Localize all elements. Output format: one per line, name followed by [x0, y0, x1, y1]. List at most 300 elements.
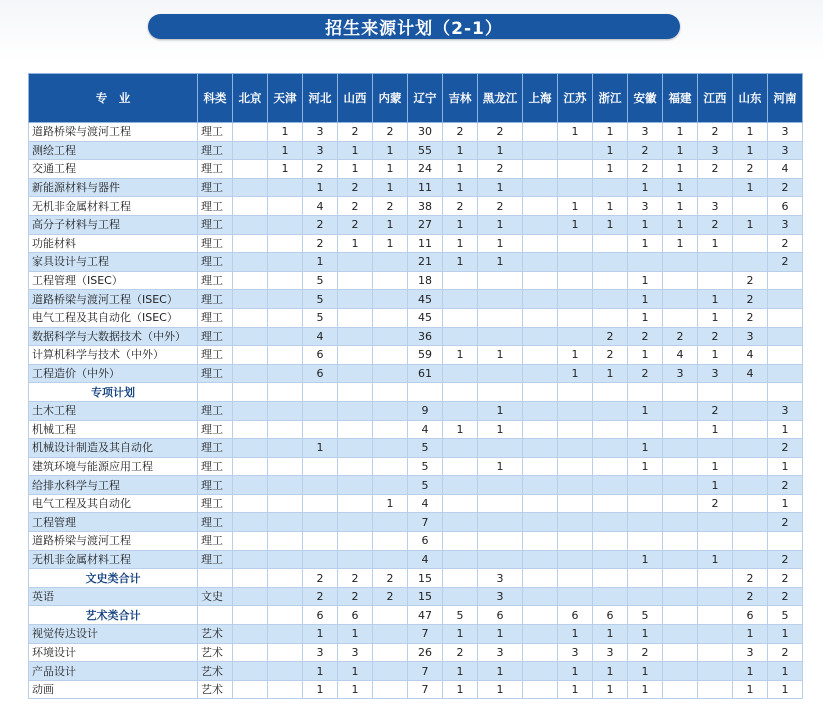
subject-type: 理工 [198, 234, 233, 253]
quota-cell: 1 [558, 197, 593, 216]
quota-cell [338, 383, 373, 402]
quota-cell: 1 [733, 680, 768, 699]
quota-cell [338, 253, 373, 272]
subject-type [198, 569, 233, 588]
quota-cell: 1 [443, 346, 478, 365]
subject-type: 理工 [198, 141, 233, 160]
quota-cell: 2 [303, 215, 338, 234]
quota-cell [663, 680, 698, 699]
quota-cell: 1 [373, 160, 408, 179]
quota-cell: 1 [593, 364, 628, 383]
table-row [29, 494, 803, 513]
quota-cell [523, 587, 558, 606]
header-province: 江苏 [558, 74, 593, 123]
quota-cell: 5 [303, 308, 338, 327]
quota-cell [373, 401, 408, 420]
quota-cell: 1 [628, 550, 663, 569]
quota-cell: 1 [338, 662, 373, 681]
quota-cell [443, 457, 478, 476]
quota-cell [338, 439, 373, 458]
quota-cell [523, 327, 558, 346]
subject-type: 理工 [198, 494, 233, 513]
title-banner [148, 14, 680, 39]
header-province: 上海 [523, 74, 558, 123]
table-row [29, 234, 803, 253]
quota-cell: 2 [338, 569, 373, 588]
quota-cell: 2 [628, 327, 663, 346]
quota-cell: 5 [303, 271, 338, 290]
quota-cell [233, 513, 268, 532]
quota-cell [558, 420, 593, 439]
subject-type: 理工 [198, 160, 233, 179]
quota-cell: 4 [408, 494, 443, 513]
quota-cell: 15 [408, 587, 443, 606]
major-name: 机械设计制造及其自动化 [29, 439, 198, 458]
quota-cell [663, 420, 698, 439]
quota-cell [443, 494, 478, 513]
quota-cell [443, 364, 478, 383]
quota-cell: 1 [478, 141, 523, 160]
quota-cell: 3 [303, 643, 338, 662]
quota-cell: 30 [408, 123, 443, 142]
quota-cell [233, 550, 268, 569]
quota-cell [373, 513, 408, 532]
quota-cell: 1 [698, 476, 733, 495]
quota-cell: 2 [443, 643, 478, 662]
quota-cell: 2 [733, 308, 768, 327]
table-row [29, 215, 803, 234]
quota-cell [698, 439, 733, 458]
quota-cell [233, 308, 268, 327]
quota-cell [663, 494, 698, 513]
quota-cell: 7 [408, 513, 443, 532]
quota-cell [373, 457, 408, 476]
quota-cell: 3 [768, 123, 803, 142]
quota-cell [768, 308, 803, 327]
quota-cell [443, 550, 478, 569]
major-name: 交通工程 [29, 160, 198, 179]
quota-cell [628, 383, 663, 402]
section-label: 专项计划 [29, 383, 198, 402]
quota-cell [663, 308, 698, 327]
quota-cell [523, 606, 558, 625]
quota-cell: 1 [768, 494, 803, 513]
quota-cell: 3 [628, 197, 663, 216]
quota-cell [523, 625, 558, 644]
quota-cell: 2 [733, 271, 768, 290]
quota-cell [628, 532, 663, 551]
subject-type: 艺术 [198, 625, 233, 644]
major-name: 给排水科学与工程 [29, 476, 198, 495]
quota-cell [268, 643, 303, 662]
major-name: 土木工程 [29, 401, 198, 420]
quota-cell: 1 [663, 197, 698, 216]
quota-cell [558, 141, 593, 160]
quota-cell [663, 550, 698, 569]
quota-cell: 2 [373, 123, 408, 142]
quota-cell: 1 [663, 234, 698, 253]
quota-cell [443, 476, 478, 495]
quota-cell [233, 476, 268, 495]
header-major: 专 业 [29, 74, 198, 123]
quota-cell [338, 271, 373, 290]
quota-cell: 2 [338, 215, 373, 234]
quota-cell [663, 439, 698, 458]
quota-cell [478, 290, 523, 309]
quota-cell: 1 [768, 420, 803, 439]
quota-cell [698, 178, 733, 197]
quota-cell: 6 [768, 197, 803, 216]
quota-cell [733, 439, 768, 458]
quota-cell [558, 253, 593, 272]
quota-cell [593, 290, 628, 309]
quota-cell [373, 625, 408, 644]
quota-cell: 1 [593, 680, 628, 699]
quota-cell: 1 [338, 234, 373, 253]
quota-cell [443, 513, 478, 532]
quota-cell: 1 [478, 234, 523, 253]
quota-cell: 2 [338, 587, 373, 606]
quota-cell: 2 [768, 643, 803, 662]
quota-cell [268, 197, 303, 216]
quota-cell [233, 290, 268, 309]
header-province: 山东 [733, 74, 768, 123]
quota-cell: 1 [698, 346, 733, 365]
header-province: 江西 [698, 74, 733, 123]
subject-type: 理工 [198, 123, 233, 142]
quota-cell: 6 [338, 606, 373, 625]
header-province: 黑龙江 [478, 74, 523, 123]
header-province: 山西 [338, 74, 373, 123]
quota-cell: 3 [663, 364, 698, 383]
major-name: 无机非金属材料工程 [29, 197, 198, 216]
quota-cell: 3 [478, 569, 523, 588]
quota-cell: 1 [628, 234, 663, 253]
quota-cell [698, 625, 733, 644]
quota-cell [478, 532, 523, 551]
quota-cell [478, 476, 523, 495]
quota-cell [523, 550, 558, 569]
subject-type [198, 606, 233, 625]
quota-cell: 7 [408, 680, 443, 699]
quota-cell [303, 401, 338, 420]
quota-cell: 1 [478, 662, 523, 681]
quota-cell [523, 532, 558, 551]
quota-cell [268, 494, 303, 513]
quota-cell: 2 [478, 160, 523, 179]
quota-cell [698, 606, 733, 625]
quota-cell [268, 662, 303, 681]
table-row [29, 123, 803, 142]
quota-cell [303, 476, 338, 495]
quota-cell [628, 587, 663, 606]
quota-cell [698, 383, 733, 402]
quota-cell [373, 383, 408, 402]
quota-cell [268, 513, 303, 532]
quota-cell [233, 271, 268, 290]
quota-cell [338, 308, 373, 327]
enrollment-plan-table [28, 73, 803, 699]
quota-cell [443, 327, 478, 346]
quota-cell: 1 [338, 160, 373, 179]
quota-cell [558, 271, 593, 290]
quota-cell [698, 587, 733, 606]
quota-cell [628, 420, 663, 439]
quota-cell: 1 [478, 401, 523, 420]
quota-cell: 5 [408, 457, 443, 476]
quota-cell [408, 383, 443, 402]
quota-cell [268, 476, 303, 495]
major-name: 无机非金属材料工程 [29, 550, 198, 569]
quota-cell: 2 [698, 123, 733, 142]
quota-cell: 3 [733, 327, 768, 346]
quota-cell: 15 [408, 569, 443, 588]
quota-cell: 1 [768, 457, 803, 476]
quota-cell [523, 178, 558, 197]
quota-cell [523, 494, 558, 513]
quota-cell: 1 [268, 160, 303, 179]
major-name: 数据科学与大数据技术（中外） [29, 327, 198, 346]
quota-cell: 1 [733, 178, 768, 197]
quota-cell [768, 364, 803, 383]
major-name: 测绘工程 [29, 141, 198, 160]
quota-cell: 1 [303, 662, 338, 681]
quota-cell: 1 [558, 123, 593, 142]
quota-cell: 1 [478, 215, 523, 234]
major-name: 新能源材料与器件 [29, 178, 198, 197]
quota-cell: 1 [628, 215, 663, 234]
quota-cell [268, 439, 303, 458]
quota-cell: 3 [733, 643, 768, 662]
quota-cell [478, 513, 523, 532]
quota-cell [373, 606, 408, 625]
table-row [29, 587, 803, 606]
quota-cell [733, 420, 768, 439]
quota-cell [768, 290, 803, 309]
table-section-row [29, 383, 803, 402]
major-name: 工程造价（中外） [29, 364, 198, 383]
quota-cell [443, 439, 478, 458]
quota-cell: 3 [593, 643, 628, 662]
quota-cell [443, 587, 478, 606]
quota-cell: 1 [443, 234, 478, 253]
quota-cell [733, 532, 768, 551]
quota-cell [663, 253, 698, 272]
quota-cell: 1 [698, 234, 733, 253]
quota-cell [523, 439, 558, 458]
quota-cell [233, 383, 268, 402]
quota-cell: 2 [593, 346, 628, 365]
quota-cell: 1 [628, 290, 663, 309]
quota-cell: 2 [303, 569, 338, 588]
header-province: 河南 [768, 74, 803, 123]
quota-cell [268, 401, 303, 420]
quota-cell [558, 234, 593, 253]
page-title: 招生来源计划（2-1） [325, 19, 503, 39]
quota-cell: 9 [408, 401, 443, 420]
quota-cell: 2 [443, 197, 478, 216]
major-name: 机械工程 [29, 420, 198, 439]
quota-cell [268, 587, 303, 606]
quota-cell [373, 308, 408, 327]
quota-cell: 2 [478, 123, 523, 142]
quota-cell [558, 457, 593, 476]
quota-cell: 1 [628, 178, 663, 197]
quota-cell: 21 [408, 253, 443, 272]
quota-cell: 2 [443, 123, 478, 142]
quota-cell: 1 [663, 178, 698, 197]
quota-cell: 2 [768, 550, 803, 569]
quota-cell [593, 476, 628, 495]
quota-cell: 2 [593, 327, 628, 346]
quota-cell: 2 [768, 569, 803, 588]
subject-type: 理工 [198, 197, 233, 216]
quota-cell [768, 346, 803, 365]
quota-cell: 1 [303, 253, 338, 272]
quota-cell [523, 569, 558, 588]
quota-cell [663, 532, 698, 551]
quota-cell: 1 [593, 160, 628, 179]
quota-cell: 2 [733, 290, 768, 309]
quota-cell: 1 [303, 680, 338, 699]
table-row [29, 308, 803, 327]
quota-cell: 1 [338, 625, 373, 644]
quota-cell: 1 [698, 290, 733, 309]
quota-cell [338, 401, 373, 420]
quota-cell [628, 253, 663, 272]
header-province: 吉林 [443, 74, 478, 123]
quota-cell: 4 [663, 346, 698, 365]
quota-cell: 1 [593, 215, 628, 234]
quota-cell [593, 253, 628, 272]
quota-cell: 27 [408, 215, 443, 234]
quota-cell: 1 [478, 457, 523, 476]
table-row [29, 178, 803, 197]
quota-cell: 4 [733, 364, 768, 383]
table-row [29, 401, 803, 420]
quota-cell: 1 [733, 123, 768, 142]
quota-cell [698, 513, 733, 532]
quota-cell [338, 420, 373, 439]
table-row [29, 197, 803, 216]
quota-cell [558, 160, 593, 179]
quota-cell: 2 [733, 587, 768, 606]
quota-cell: 1 [303, 178, 338, 197]
quota-cell [268, 234, 303, 253]
quota-cell [478, 271, 523, 290]
quota-cell [268, 346, 303, 365]
quota-cell: 1 [478, 420, 523, 439]
subject-type: 理工 [198, 532, 233, 551]
quota-cell [558, 401, 593, 420]
quota-cell [523, 680, 558, 699]
quota-cell: 4 [733, 346, 768, 365]
quota-cell: 18 [408, 271, 443, 290]
quota-cell: 4 [408, 420, 443, 439]
quota-cell [233, 494, 268, 513]
subject-type: 理工 [198, 364, 233, 383]
section-label: 文史类合计 [29, 569, 198, 588]
quota-cell [558, 550, 593, 569]
table-row [29, 643, 803, 662]
quota-cell [558, 178, 593, 197]
quota-cell: 2 [628, 364, 663, 383]
quota-cell [268, 290, 303, 309]
quota-cell [663, 606, 698, 625]
quota-cell [768, 383, 803, 402]
quota-cell [523, 253, 558, 272]
quota-cell [303, 383, 338, 402]
quota-cell [558, 439, 593, 458]
quota-cell [558, 494, 593, 513]
quota-cell: 2 [698, 327, 733, 346]
major-name: 高分子材料与工程 [29, 215, 198, 234]
quota-cell [303, 457, 338, 476]
quota-cell [523, 457, 558, 476]
quota-cell [268, 253, 303, 272]
quota-cell [593, 420, 628, 439]
header-province: 辽宁 [408, 74, 443, 123]
quota-cell [443, 401, 478, 420]
quota-cell [733, 513, 768, 532]
quota-cell [233, 327, 268, 346]
quota-cell [268, 606, 303, 625]
quota-cell: 3 [768, 215, 803, 234]
quota-cell: 2 [768, 439, 803, 458]
table-header-row [29, 74, 803, 123]
quota-cell [233, 197, 268, 216]
major-name: 环境设计 [29, 643, 198, 662]
quota-cell: 1 [443, 178, 478, 197]
quota-cell [523, 141, 558, 160]
quota-cell: 1 [663, 123, 698, 142]
major-name: 道路桥梁与渡河工程（ISEC） [29, 290, 198, 309]
quota-cell [733, 401, 768, 420]
quota-cell: 1 [698, 308, 733, 327]
quota-cell [268, 569, 303, 588]
quota-cell [268, 327, 303, 346]
quota-cell [303, 513, 338, 532]
quota-cell [698, 643, 733, 662]
major-name: 道路桥梁与渡河工程 [29, 532, 198, 551]
quota-cell: 1 [478, 680, 523, 699]
quota-cell [523, 383, 558, 402]
quota-cell: 5 [628, 606, 663, 625]
quota-cell: 1 [443, 420, 478, 439]
quota-cell: 5 [443, 606, 478, 625]
quota-cell [558, 327, 593, 346]
quota-cell [628, 494, 663, 513]
quota-cell [593, 401, 628, 420]
quota-cell [233, 253, 268, 272]
quota-cell: 1 [768, 625, 803, 644]
quota-cell: 1 [478, 253, 523, 272]
quota-cell [558, 290, 593, 309]
header-province: 福建 [663, 74, 698, 123]
quota-cell: 1 [373, 141, 408, 160]
quota-cell [698, 271, 733, 290]
quota-cell: 2 [338, 178, 373, 197]
quota-cell: 1 [698, 457, 733, 476]
quota-cell: 1 [373, 494, 408, 513]
header-province: 安徽 [628, 74, 663, 123]
quota-cell [593, 587, 628, 606]
table-row [29, 253, 803, 272]
quota-cell [268, 457, 303, 476]
quota-cell [558, 308, 593, 327]
quota-cell: 2 [338, 197, 373, 216]
quota-cell [373, 346, 408, 365]
